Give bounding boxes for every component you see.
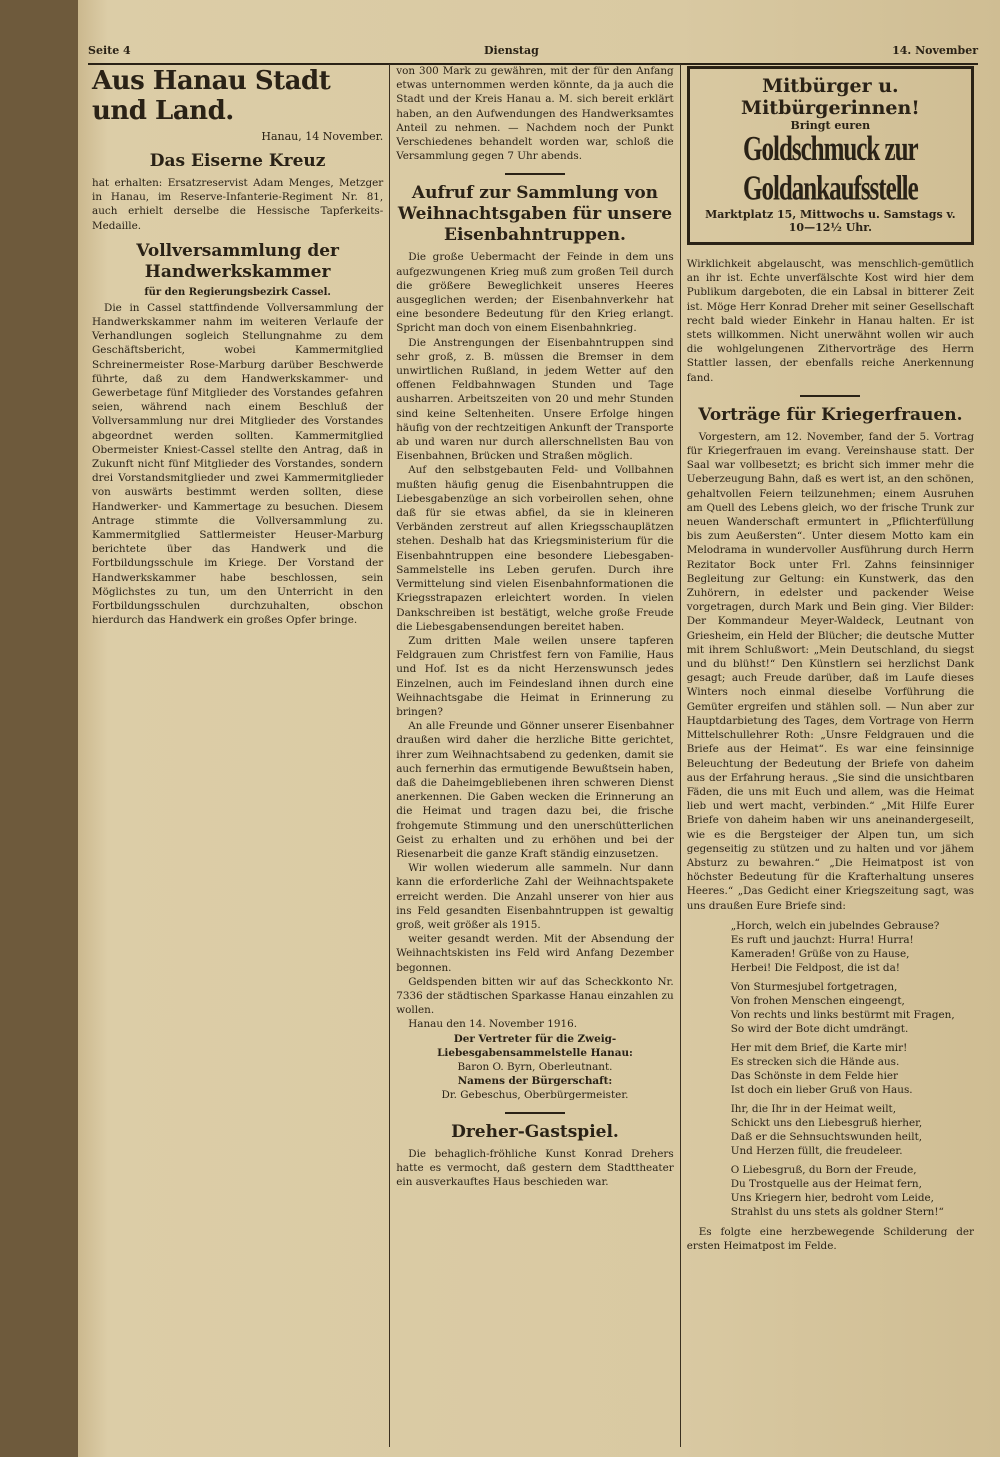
paragraph: Auf den selbstgebauten Feld- und Vollbahnen mußten häufig genug die Eisenbahntruppen die Liebesgabenzüge an sich vorbeirollen sehen, ohne daß für sie etwas abfiel, da sie in kleineren Verbänden zerstreut auf allen Kriegsschauplätzen stehen. Deshalb hat das Kriegsministerium für die Eisenbahntruppen eine besondere Liebesgaben-Sammelstelle ins Leben gerufen. Durch ihre Vermittelung sind vielen Eisenbahnformationen die Kriegsstrapazen erleichtert worden. In vielen Dankschreiben ist bestätigt, welche große Freude die Liebesgabensendungen bereitet haben.: [396, 464, 674, 633]
poem-line: Von frohen Menschen eingeengt,: [730, 994, 905, 1007]
poem-line: Schickt uns den Liebesgruß hierher,: [730, 1116, 923, 1129]
poem-line: Du Trostquelle aus der Heimat fern,: [730, 1177, 922, 1190]
signatures: [396, 1032, 673, 1102]
continued-text: Wirklichkeit abgelauscht, was menschlich-gemütlich an ihr ist. Echte unverfälschte Kost wird hier dem Publikum dargeboten, die ein Labsal in bitterer Zeit ist. Möge Herr Konrad Dreher mit seiner Gesellschaft recht bald wieder Einkehr in Hanau halten. Er ist stets willkommen. Nicht unerwähnt wollen wir auch die wohlgelungenen Zithervorträge des Herrn Stattler lassen, der ebenfalls reiche Anerkennung fand.: [686, 258, 974, 384]
article-title-vortraege: Vorträge für Kriegerfrauen.: [698, 404, 963, 425]
poem-stanza: [731, 1163, 974, 1219]
column-1: [86, 64, 390, 1447]
weekday: Dienstag: [484, 44, 539, 57]
poem-line: Von Sturmesjubel fortgetragen,: [730, 980, 898, 993]
issue-date: 14. November: [892, 44, 978, 57]
dateline: Hanau, 14 November.: [261, 130, 384, 143]
signature-line: Namens der Bürgerschaft:: [457, 1074, 613, 1087]
appeal-date: Hanau den 14. November 1916.: [408, 1018, 578, 1031]
column-3: [681, 64, 980, 1447]
newspaper-page: [78, 0, 1000, 1457]
poem-line: Ihr, die Ihr in der Heimat weilt,: [730, 1102, 897, 1115]
poem-stanza: [731, 980, 974, 1036]
gold-advertisement: [687, 66, 974, 245]
paragraph: An alle Freunde und Gönner unserer Eisenbahner draußen wird daher die herzliche Bitte gerichtet, ihrer zum Weihnachtsabend zu gedenken, damit sie auch fernerhin das ermutigende Bewußtsein haben, daß die Daheimgebliebenen ihren schweren Dienst anerkennen. Die Gaben wecken die Erinnerung an die Heimat und tragen dazu bei, die frische frohgemute Stimmung und den unerschütterlichen Geist zu erhalten und zu erhöhen und bei der Riesenarbeit die ganze Kraft ständig einzusetzen.: [396, 720, 674, 860]
poem-line: Von rechts und links bestürmt mit Fragen,: [730, 1008, 955, 1021]
paragraph: Geldspenden bitten wir auf das Scheckkonto Nr. 7336 der städtischen Sparkasse Hanau einzahlen zu wollen.: [396, 975, 674, 1017]
article-title-kreuz: Das Eiserne Kreuz: [149, 151, 326, 171]
ad-main-text: Goldschmuck zur Goldankaufsstelle: [743, 130, 918, 208]
poem-line: Her mit dem Brief, die Karte mir!: [730, 1041, 908, 1054]
poem-stanza: [731, 1102, 974, 1158]
paragraph: Es folgte eine herzbewegende Schilderung der ersten Heimatpost im Felde.: [686, 1225, 974, 1252]
paragraph: Die große Uebermacht der Feinde in dem uns aufgezwungenen Krieg muß zum großen Teil durch die größere Beweglichkeit unseres Heeres ausgeglichen werden; der Eisenbahnverkehr hat eine besondere Bedeutung für den Krieg erlangt. Spricht man doch von einem Eisenbahnkrieg.: [396, 251, 674, 335]
ad-headline: Mitbürger u. Mitbürgerinnen!: [741, 75, 920, 119]
ad-line: Bringt euren: [790, 119, 871, 132]
paragraph: Die behaglich-fröhliche Kunst Konrad Drehers hatte es vermocht, daß gestern dem Stadttheater ein ausverkauftes Haus beschieden war.: [396, 1147, 674, 1188]
divider: [505, 173, 565, 175]
poem: [731, 919, 974, 1219]
divider: [800, 395, 860, 397]
poem-line: Ist doch ein lieber Gruß von Haus.: [730, 1083, 913, 1096]
ad-address: Marktplatz 15, Mittwochs u. Samstags v. 10—12½ Uhr.: [705, 208, 956, 234]
poem-line: Herbei! Die Feldpost, die ist da!: [730, 961, 900, 974]
signature-line: Baron O. Byrn, Oberleutnant.: [457, 1060, 613, 1073]
poem-line: So wird der Bote dicht umdrängt.: [730, 1022, 909, 1035]
poem-stanza: [731, 919, 974, 975]
article-title-kammer: Vollversammlung der Handwerkskammer: [136, 240, 339, 282]
running-header: [88, 44, 978, 65]
poem-line: Daß er die Sehnsuchtswunden heilt,: [730, 1130, 923, 1143]
poem-line: „Horch, welch ein jubelndes Gebrause?: [730, 919, 940, 932]
paragraph: Vorgestern, am 12. November, fand der 5. Vortrag für Kriegerfrauen im evang. Vereinshause statt. Der Saal war vollbesetzt; es bricht sich immer mehr die Ueberzeugung Bahn, daß es wert ist, an den schönen, gehaltvollen Feiern teilzunehmen; einem Ausruhen am Quell des Lebens gleich, wo der frische Trunk zur neuen Wanderschaft ermuntert in „Pflichterfüllung bis zum Aeußersten“. Unter diesem Motto kam ein Melodrama in wundervoller Ausführung durch Herrn Rezitator Bock unter Frl. Zahns feinsinniger Begleitung zur Geltung: ein Kunstwerk, das den Zuhörern, in edelster und packender Weise vorgetragen, durch Mark und Bein ging. Vier Bilder: Der Kommandeur Meyer-Waldeck, Leutnant von Griesheim, ein Held der Blücher; die deutsche Mutter mit ihrem Schlußwort: „Mein Deutschland, du siegst und du blühst!“ Den Künstlern sei herzlichst Dank gesagt; auch Freude darüber, daß im Laufe dieses Winters noch einmal dieselbe Vorführung die Gemüter ergreifen und stählen soll. — Nun aber zur Hauptdarbietung des Tages, dem Vortrage von Herrn Mittelschullehrer Roth: „Unsre Feldgrauen und die Briefe aus der Heimat“. Es war eine feinsinnige Beleuchtung der Bedeutung der Briefe von daheim aus der Erfahrung heraus. „Sie sind die unsichtbaren Fäden, die uns mit Euch und allem, was die Heimat lieb und wert macht, verbinden.“ „Mit Hilfe Eurer Briefe von daheim haben wir uns aneinandergeseilt, wie es die Bergsteiger der Alpen tun, um sich gegenseitig zu stützen und zu halten und vor jähem Absturz zu bewahren.“ „Die Heimatpost ist von höchster Bedeutung für die Krafterhaltung unseres Heeres.“ „Das Gedicht einer Kriegszeitung sagt, was uns draußen Eure Briefe sind:: [686, 430, 974, 912]
article-title-dreher: Dreher-Gastspiel.: [451, 1121, 619, 1142]
continued-text: von 300 Mark zu gewähren, mit der für den Anfang etwas unternommen werden könnte, da ja auch die Stadt und der Kreis Hanau a. M. sich bereit erklärt haben, an den Aufwendungen des Handwerksamtes Anteil zu nehmen. — Nachdem noch der Punkt Verschiedenes behandelt worden war, schloß die Versammlung gegen 7 Uhr abends.: [396, 65, 674, 163]
column-2: [390, 64, 680, 1447]
poem-line: Kameraden! Grüße von zu Hause,: [730, 947, 910, 960]
signature-line: Dr. Gebeschus, Oberbürgermeister.: [441, 1088, 629, 1101]
poem-line: Und Herzen füllt, die freudeleer.: [730, 1144, 903, 1157]
section-title: Aus Hanau Stadt und Land.: [92, 66, 331, 126]
poem-line: O Liebesgruß, du Born der Freude,: [730, 1163, 917, 1176]
paragraph: weiter gesandt werden. Mit der Absendung der Weihnachtskisten ins Feld wird Anfang Dezember begonnen.: [396, 933, 674, 974]
divider: [505, 1112, 565, 1114]
poem-line: Es strecken sich die Hände aus.: [730, 1055, 900, 1068]
paragraph: Die in Cassel stattfindende Vollversammlung der Handwerkskammer nahm im weiteren Verlaufe der Verhandlungen sogleich Stellungnahme zu dem Geschäftsbericht, wobei Kammermitglied Schreinermeister Rose-Marburg darüber Beschwerde führte, daß zu dem Handwerkskammer- und Gewerbetage fünf Mitglieder des Vorstandes gefahren seien, während nach einem Beschluß der Vollversammlung nur drei Mitglieder des Vorstandes abgeordnet werden sollten. Kammermitglied Obermeister Kniest-Cassel stellte den Antrag, daß in Zukunft nicht fünf Mitglieder des Vorstandes, sondern drei Vorstandsmitglieder und zwei Kammermitglieder von auswärts bestimmt werden sollten, diese Handwerker- und Kammertage zu besuchen. Diesem Antrage stimmte die Vollversammlung zu. Kammermitglied Sattlermeister Heuser-Marburg berichtete über das Handwerk und die Fortbildungsschule im Kriege. Der Vorstand der Handwerkskammer habe beschlossen, sein Möglichstes zu tun, um den Unterricht in den Fortbildungsschulen durchzuhalten, obschon hierdurch das Handwerk ein großes Opfer bringe.: [92, 301, 384, 627]
article-subtitle-kammer: für den Regierungsbezirk Cassel.: [144, 286, 331, 298]
signature-line: Der Vertreter für die Zweig-Liebesgabensammelstelle Hanau:: [437, 1032, 633, 1059]
paragraph: Zum dritten Male weilen unsere tapferen Feldgrauen zum Christfest fern von Familie, Haus und Hof. Ist es da nicht Herzenswunsch jedes Einzelnen, auch im Feindesland ihnen durch eine Weihnachtsgabe die Heimat in Erinnerung zu bringen?: [396, 634, 674, 718]
paragraph: Die Anstrengungen der Eisenbahntruppen sind sehr groß, z. B. müssen die Bremser in dem unwirtlichen Rußland, in jedem Wetter auf den offenen Feldbahnwagen Stunden und Tage ausharren. Arbeitszeiten von 20 und mehr Stunden sind keine Seltenheiten. Unsere Erfolge hingen häufig von der rechtzeitigen Ankunft der Transporte ab und waren nur durch allerschnellsten Bau von Eisenbahnen, Brücken und Straßen möglich.: [396, 336, 674, 463]
article-text-kreuz: hat erhalten: Ersatzreservist Adam Menges, Metzger in Hanau, im Reserve-Infanterie-Regiment Nr. 81, auch erhielt derselbe die Hessische Tapferkeits-Medaille.: [92, 177, 384, 232]
poem-line: Es ruft und jauchzt: Hurra! Hurra!: [730, 933, 914, 946]
poem-line: Uns Kriegern hier, bedroht vom Leide,: [730, 1191, 934, 1204]
paragraph: Wir wollen wiederum alle sammeln. Nur dann kann die erforderliche Zahl der Weihnachtspakete erreicht werden. Die Anzahl unserer von hier aus ins Feld gesandten Eisenbahntruppen ist gewaltig groß, weit größer als 1915.: [396, 862, 674, 931]
page-number: Seite 4: [88, 44, 131, 57]
poem-line: Das Schönste in dem Felde hier: [730, 1069, 899, 1082]
poem-line: Strahlst du uns stets als goldner Stern!“: [730, 1205, 944, 1218]
article-title-aufruf: Aufruf zur Sammlung von Weihnachtsgaben für unsere Eisenbahntruppen.: [397, 183, 673, 246]
poem-stanza: [731, 1041, 974, 1097]
